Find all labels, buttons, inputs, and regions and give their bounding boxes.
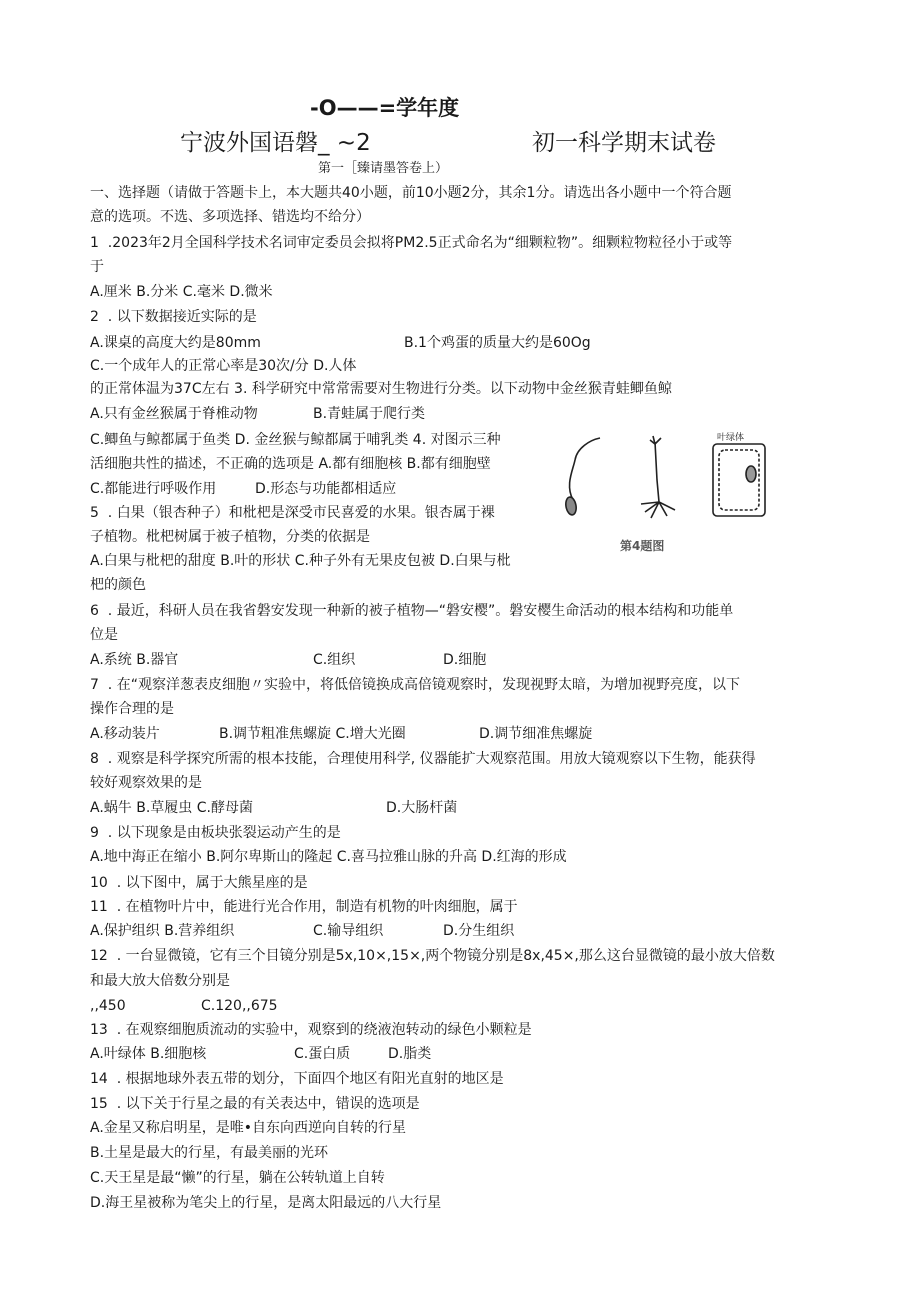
- question-13-option-c: C.蛋白质: [294, 1046, 351, 1062]
- question-1-stem: 1 .2023年2月全国科学技术名词审定委员会拟将PM2.5正式命名为“细颗粒物”。细颗粒物粒径小于或等: [90, 235, 733, 251]
- question-4-option-c: C.都能进行呼吸作用: [90, 481, 217, 497]
- header-exam-title: 初一科学期末试卷: [532, 130, 716, 156]
- sperm-cell-icon: [565, 438, 600, 516]
- question-6-option-ab: A.系统 B.器官: [90, 652, 179, 668]
- question-5-options-cont: 杷的颜色: [90, 577, 146, 593]
- question-7-option-d: D.调节细准焦螺旋: [479, 726, 593, 742]
- question-1-options: A.厘米 B.分米 C.毫米 D.微米: [90, 284, 273, 300]
- instructions-line-1: 一、选择题（请做于答题卡上，本大题共40小题，前10小题2分，其余1分。请选出各小题中一个符合题: [90, 185, 732, 201]
- question-6-option-c: C.组织: [313, 652, 356, 668]
- question-6-option-d: D.细胞: [443, 652, 487, 668]
- plant-cell-icon: [713, 444, 765, 516]
- question-6-stem-cont: 位是: [90, 627, 118, 643]
- chloroplast-label: 叶绿体: [717, 433, 745, 443]
- question-11-option-d: D.分生组织: [443, 923, 515, 939]
- question-3-option-a: A.只有金丝猴属于脊椎动物: [90, 406, 258, 422]
- question-8-stem-cont: 较好观察效果的是: [90, 775, 202, 791]
- question-11-stem: 11 . 在植物叶片中，能进行光合作用，制造有机物的叶肉细胞，属于: [90, 899, 518, 915]
- question-5-stem-cont: 子植物。枇杷树属于被子植物，分类的依据是: [90, 529, 370, 545]
- instructions-line-2: 意的选项。不选、多项选择、错选均不给分）: [90, 209, 370, 225]
- question-13-stem: 13 . 在观察细胞质流动的实验中，观察到的绕液泡转动的绿色小颗粒是: [90, 1022, 532, 1038]
- question-2-3-line: 的正常体温为37C左右 3. 科学研究中常常需要对生物进行分类。以下动物中金丝猴青蛙鲫鱼鲸: [90, 381, 672, 397]
- question-9-options: A.地中海正在缩小 B.阿尔卑斯山的隆起 C.喜马拉雅山脉的升高 D.红海的形成: [90, 849, 567, 865]
- question-2-option-b: B.1个鸡蛋的质量大约是60Og: [404, 335, 591, 351]
- question-2-stem: 2 . 以下数据接近实际的是: [90, 309, 257, 325]
- question-7-stem-cont: 操作合理的是: [90, 701, 174, 717]
- question-4-option-d: D.形态与功能都相适应: [255, 481, 397, 497]
- question-6-stem: 6 . 最近，科研人员在我省磐安发现一种新的被子植物—“磐安樱”。磐安樱生命活动的根本结构和功能单: [90, 603, 734, 619]
- question-8-option-abc: A.蜗牛 B.草履虫 C.酵母菌: [90, 800, 253, 816]
- question-8-stem: 8 . 观察是科学探究所需的根本技能，合理使用科学, 仪器能扩大观察范围。用放大镜观察以下生物，能获得: [90, 751, 756, 767]
- question-5-stem: 5 . 白果（银杏种子）和枇杷是深受市民喜爱的水果。银杏属于裸: [90, 505, 495, 521]
- figure-caption: 第4题图: [620, 539, 665, 553]
- question-13-option-d: D.脂类: [388, 1046, 432, 1062]
- cells-figure: [555, 430, 775, 520]
- question-12-stem: 12 . 一台显微镜，它有三个目镜分别是5x,10×,15×,两个物镜分别是8x,45×,那么这台显微镜的最小放大倍数: [90, 948, 775, 964]
- question-7-stem: 7 . 在“观察洋葱表皮细胞〃实验中，将低倍镜换成高倍镜观察时，发现视野太暗，为增加视野亮度，以下: [90, 677, 740, 693]
- question-2-option-a: A.课桌的高度大约是80mm: [90, 335, 261, 351]
- question-13-option-ab: A.叶绿体 B.细胞核: [90, 1046, 207, 1062]
- question-3-option-b: B.青蛙属于爬行类: [313, 406, 426, 422]
- nerve-cell-icon: [641, 436, 675, 518]
- question-11-option-c: C.输导组织: [313, 923, 384, 939]
- question-1-stem-cont: 于: [90, 259, 104, 275]
- question-15-option-c: C.天王星是最“懒”的行星，躺在公转轨道上自转: [90, 1170, 385, 1186]
- question-15-option-d: D.海王星被称为笔尖上的行星，是离太阳最远的八大行星: [90, 1195, 442, 1211]
- question-4-stem: 活细胞共性的描述，不正确的选项是 A.都有细胞核 B.都有细胞壁: [90, 456, 491, 472]
- header-part-line: 第一［臻请墨答卷上）: [318, 161, 449, 176]
- question-7-option-bc: B.调节粗准焦螺旋 C.增大光圈: [219, 726, 406, 742]
- question-10-stem: 10 . 以下图中，属于大熊星座的是: [90, 875, 308, 891]
- question-5-options: A.白果与枇杷的甜度 B.叶的形状 C.种子外有无果皮包被 D.白果与枇: [90, 553, 511, 569]
- header-school-name: 宁波外国语磐_ ~2: [180, 130, 371, 156]
- question-12-option-ab: ,,450: [90, 998, 126, 1014]
- question-11-option-ab: A.保护组织 B.营养组织: [90, 923, 235, 939]
- question-8-option-d: D.大肠杆菌: [386, 800, 458, 816]
- question-3-4-line: C.鲫鱼与鲸都属于鱼类 D. 金丝猴与鲸都属于哺乳类 4. 对图示三种: [90, 432, 501, 448]
- question-12-stem-cont: 和最大放大倍数分别是: [90, 973, 230, 989]
- question-15-option-a: A.金星又称启明星，是唯•自东向西逆向自转的行星: [90, 1120, 407, 1136]
- question-2-option-cd: C.一个成年人的正常心率是30次/分 D.人体: [90, 358, 357, 374]
- question-15-option-b: B.土星是最大的行星，有最美丽的光环: [90, 1145, 329, 1161]
- question-15-stem: 15 . 以下关于行星之最的有关表达中，错误的选项是: [90, 1096, 420, 1112]
- question-7-option-a: A.移动装片: [90, 726, 160, 742]
- question-14-stem: 14 . 根据地球外表五带的划分，下面四个地区有阳光直射的地区是: [90, 1071, 504, 1087]
- header-year-line: -O——=学年度: [310, 96, 460, 120]
- question-9-stem: 9 . 以下现象是由板块张裂运动产生的是: [90, 825, 341, 841]
- question-12-option-c: C.120,,675: [201, 998, 278, 1014]
